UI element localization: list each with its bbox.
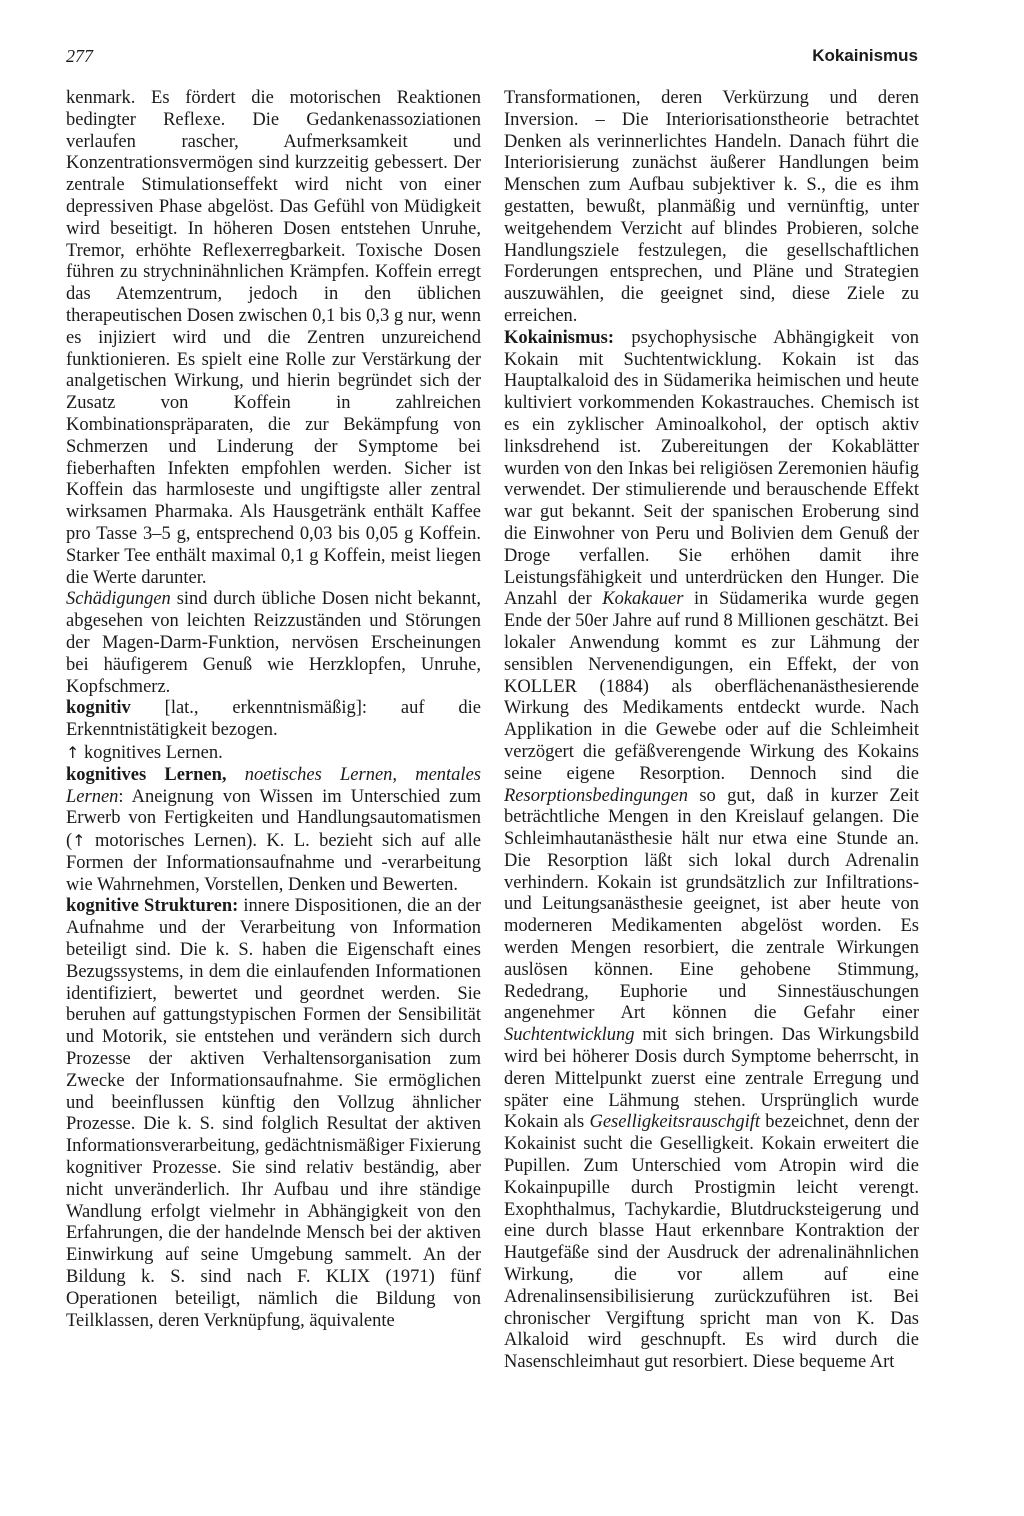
lemma: Kokainismus: — [504, 327, 615, 348]
running-head: Kokainismus — [812, 46, 918, 65]
definition-text: innere Dispositionen, die an der Aufnahme und der Verarbeitung von Information beteiligt sind. Die k. S. haben die Eigenschaft eines Bezugssystems, in dem die einlaufenden Informationen identifiziert, bewertet und geordnet werden. Sie beruhen auf gattungstypischen Formen der Sensibilität und Motorik, sie entstehen und verändern sich durch Prozesse der aktiven Verhaltensorganisation zum Zwecke der Informationsaufnahme. Sie ermöglichen und beeinflussen künftig den Vollzug ähnlicher Prozesse. Die k. S. sind folglich Resultat der aktiven Informationsverarbeitung, gedächtnismäßiger Fixierung kognitiver Prozesse. Sie sind relativ beständig, aber nicht unveränderlich. Ihr Aufbau und ihre ständige Wandlung erfolgt vielmehr in Abhängigkeit von den Erfahrungen, die der handelnde Mensch bei der aktiven Einwirkung auf seine Umgebung sammelt. An der Bildung k. S. sind nach F. KLIX (1971) fünf Operationen beteiligt, nämlich die Bildung von Teilklassen, deren Verknüpfung, äquivalente — [66, 896, 481, 1331]
right-column — [504, 88, 919, 1374]
lemma: kognitiv — [66, 698, 131, 719]
emphasis-term: Kokakauer — [602, 589, 684, 610]
page-number: 277 — [66, 46, 93, 66]
entry-paragraph-schaedigungen — [66, 589, 481, 698]
definition-text: motorisches Lernen). K. L. bezieht sich auf alle Formen der Informationsaufnahme und -verarbeitung wie Wahrnehmen, Vorstellen, Denken und Bewerten. — [66, 831, 481, 895]
definition-text: so gut, daß in kurzer Zeit beträchtliche Mengen in den Kreislauf gelangen. Die Schleimhautanästhesie hält nur etwa eine Stunde an. Die Resorption läßt sich lokal durch Adrenalin verhindern. Kokain ist grundsätzlich zur Infiltrations- und Leitungsanästhesie geeignet, ist aber heute von moderneren Medikamenten abgelöst worden. Es werden Mengen resorbiert, die zentrale Wirkungen auslösen können. Eine gehobene Stimmung, Rededrang, Euphorie und Sinnestäuschungen angenehmer Art können die Gefahr einer — [504, 785, 919, 1024]
entry-continuation-text: kenmark. Es fördert die motorischen Reaktionen bedingter Reflexe. Die Gedankenassoziationen verlaufen rascher, Aufmerksamkeit und Konzentrationsvermögen sind kurzzeitig gebessert. Der zentrale Stimulationseffekt wird nicht von einer depressiven Phase abgelöst. Das Gefühl von Müdigkeit wird beseitigt. In höheren Dosen entstehen Unruhe, Tremor, erhöhte Reflexerregbarkeit. Toxische Dosen führen zu strychninähnlichen Krämpfen. Koffein erregt das Atemzentrum, jedoch in den üblichen therapeutischen Dosen zwischen 0,1 bis 0,3 g nur, wenn es injiziert wird und die Zentren unzureichend funktionieren. Es spielt eine Rolle zur Verstärkung der analgetischen Wirkung, und hierin begründet sich der Zusatz von Koffein in zahlreichen Kombinationspräparaten, die zur Bekämpfung von Schmerzen und Linderung der Symptome bei fieberhaften Infekten empfohlen werden. Sicher ist Koffein das harmloseste und ungiftigste aller zentral wirksamen Pharmaka. Als Hausgetränk enthält Kaffee pro Tasse 3–5 g, entsprechend 0,03 bis 0,05 g Koffein. Starker Tee enthält maximal 0,1 g Koffein, meist liegen die Werte darunter. — [66, 88, 481, 588]
definition-text: bezeichnet, denn der Kokainist sucht die Geselligkeit. Kokain erweitert die Pupillen. Zum Unterschied vom Atropin wird die Kokainpupille durch Prostigmin leicht verengt. Exophthalmus, Tachykardie, Blutdrucksteigerung und eine durch blasse Haut erkennbare Kontraktion der Hautgefäße sind der Ausdruck der adrenalinähnlichen Wirkung, die vor allem auf eine Adrenalinsensibilisierung zurückzuführen ist. Bei chronischer Vergiftung spricht man von K. Das Alkaloid wird geschnupft. Es wird durch die Nasenschleimhaut gut resorbiert. Diese bequeme Art — [504, 1112, 919, 1373]
subheading-term: Schädigungen — [66, 589, 171, 610]
cross-reference — [66, 742, 481, 765]
cross-reference-arrow-icon: ↑ — [66, 742, 80, 762]
definition-text: psychophysische Abhängigkeit von Kokain mit Suchtentwicklung. Kokain ist das Hauptalkaloid des in Südamerika heimischen und heute kultiviert vorkommenden Kokastrauches. Chemisch ist es ein zyklischer Aminoalkohol, der optisch aktiv linksdrehend ist. Zubereitungen der Kokablätter wurden von den Inkas bei religiösen Zeremonien häufig verwendet. Der stimulierende und berauschende Effekt war gut bekannt. Seit der spanischen Eroberung sind die Einwohner von Peru und Bolivien dem Genuß der Droge verfallen. Sie erhöhen damit ihre Leistungsfähigkeit und unterdrücken den Hunger. Die Anzahl der — [504, 327, 919, 610]
definition-text: : Aneignung von Wissen im Unterschied zum Erwerb von Fertigkeiten und Handlungsautomatismen ( — [66, 786, 481, 852]
definition-text: mit sich bringen. Das Wirkungsbild wird bei höherer Dosis durch Symptome beherrscht, in deren Mittelpunkt zuerst eine zentrale Erregung und später eine Lähmung stehen. Ursprünglich wurde Kokain als — [504, 1025, 919, 1133]
lemma: kognitives Lernen, — [66, 764, 227, 785]
emphasis-term: Resorptionsbedingungen — [504, 785, 688, 806]
emphasis-term: Geselligkeitsrauschgift — [589, 1112, 761, 1133]
left-column — [66, 88, 481, 1332]
definition-text: [lat., erkenntnismäßig]: auf die Erkenntnistätigkeit bezogen. — [66, 698, 481, 741]
entry-kognitiv — [66, 698, 481, 742]
entry-kognitive-strukturen — [66, 896, 481, 1332]
entry-kokainismus — [504, 328, 919, 1374]
paragraph-text: sind durch übliche Dosen nicht bekannt, abgesehen von leichten Reizzuständen und Störungen der Magen-Darm-Funktion, nervösen Erscheinungen bei häufigerem Genuß wie Herzklopfen, Unruhe, Kopfschmerz. — [66, 589, 481, 697]
lemma: kognitive Strukturen: — [66, 896, 239, 917]
emphasis-term: Suchtentwicklung — [504, 1025, 635, 1046]
definition-text: in Südamerika wurde gegen Ende der 50er Jahre auf rund 8 Millionen geschätzt. Bei lokaler Anwendung kommt es zur Lähmung der sensiblen Nervenendigungen, ein Effekt, der von KOLLER (1884) als oberflächenanästhesierende Wirkung des Medikaments entdeckt wurde. Nach Applikation in die Gewebe oder auf die Schleimheit verzögert die gefäßverengende Wirkung des Kokains seine eigene Resorption. Dennoch sind die — [504, 589, 919, 784]
synonyms: noetisches Lernen, mentales Lernen — [66, 764, 481, 807]
entry-kognitives-lernen — [66, 765, 481, 897]
cross-reference-text: kognitives Lernen. — [79, 742, 223, 763]
entry-continuation-text: Transformationen, deren Verkürzung und deren Inversion. – Die Interiorisationstheorie betrachtet Denken als verinnerlichtes Handeln. Danach führt die Interiorisierung zunächst äußerer Handlungen beim Menschen zum Aufbau subjektiver k. S., die es ihm gestatten, bewußt, planmäßig und vernünftig, unter weitgehendem Verzicht auf blindes Probieren, solche Handlungsziele festzulegen, die gesellschaftlichen Forderungen entsprechen, und Pläne und Strategien auszuwählen, die geeignet sind, diese Ziele zu erreichen. — [504, 88, 919, 326]
cross-reference-arrow-icon: ↑ — [72, 831, 86, 851]
